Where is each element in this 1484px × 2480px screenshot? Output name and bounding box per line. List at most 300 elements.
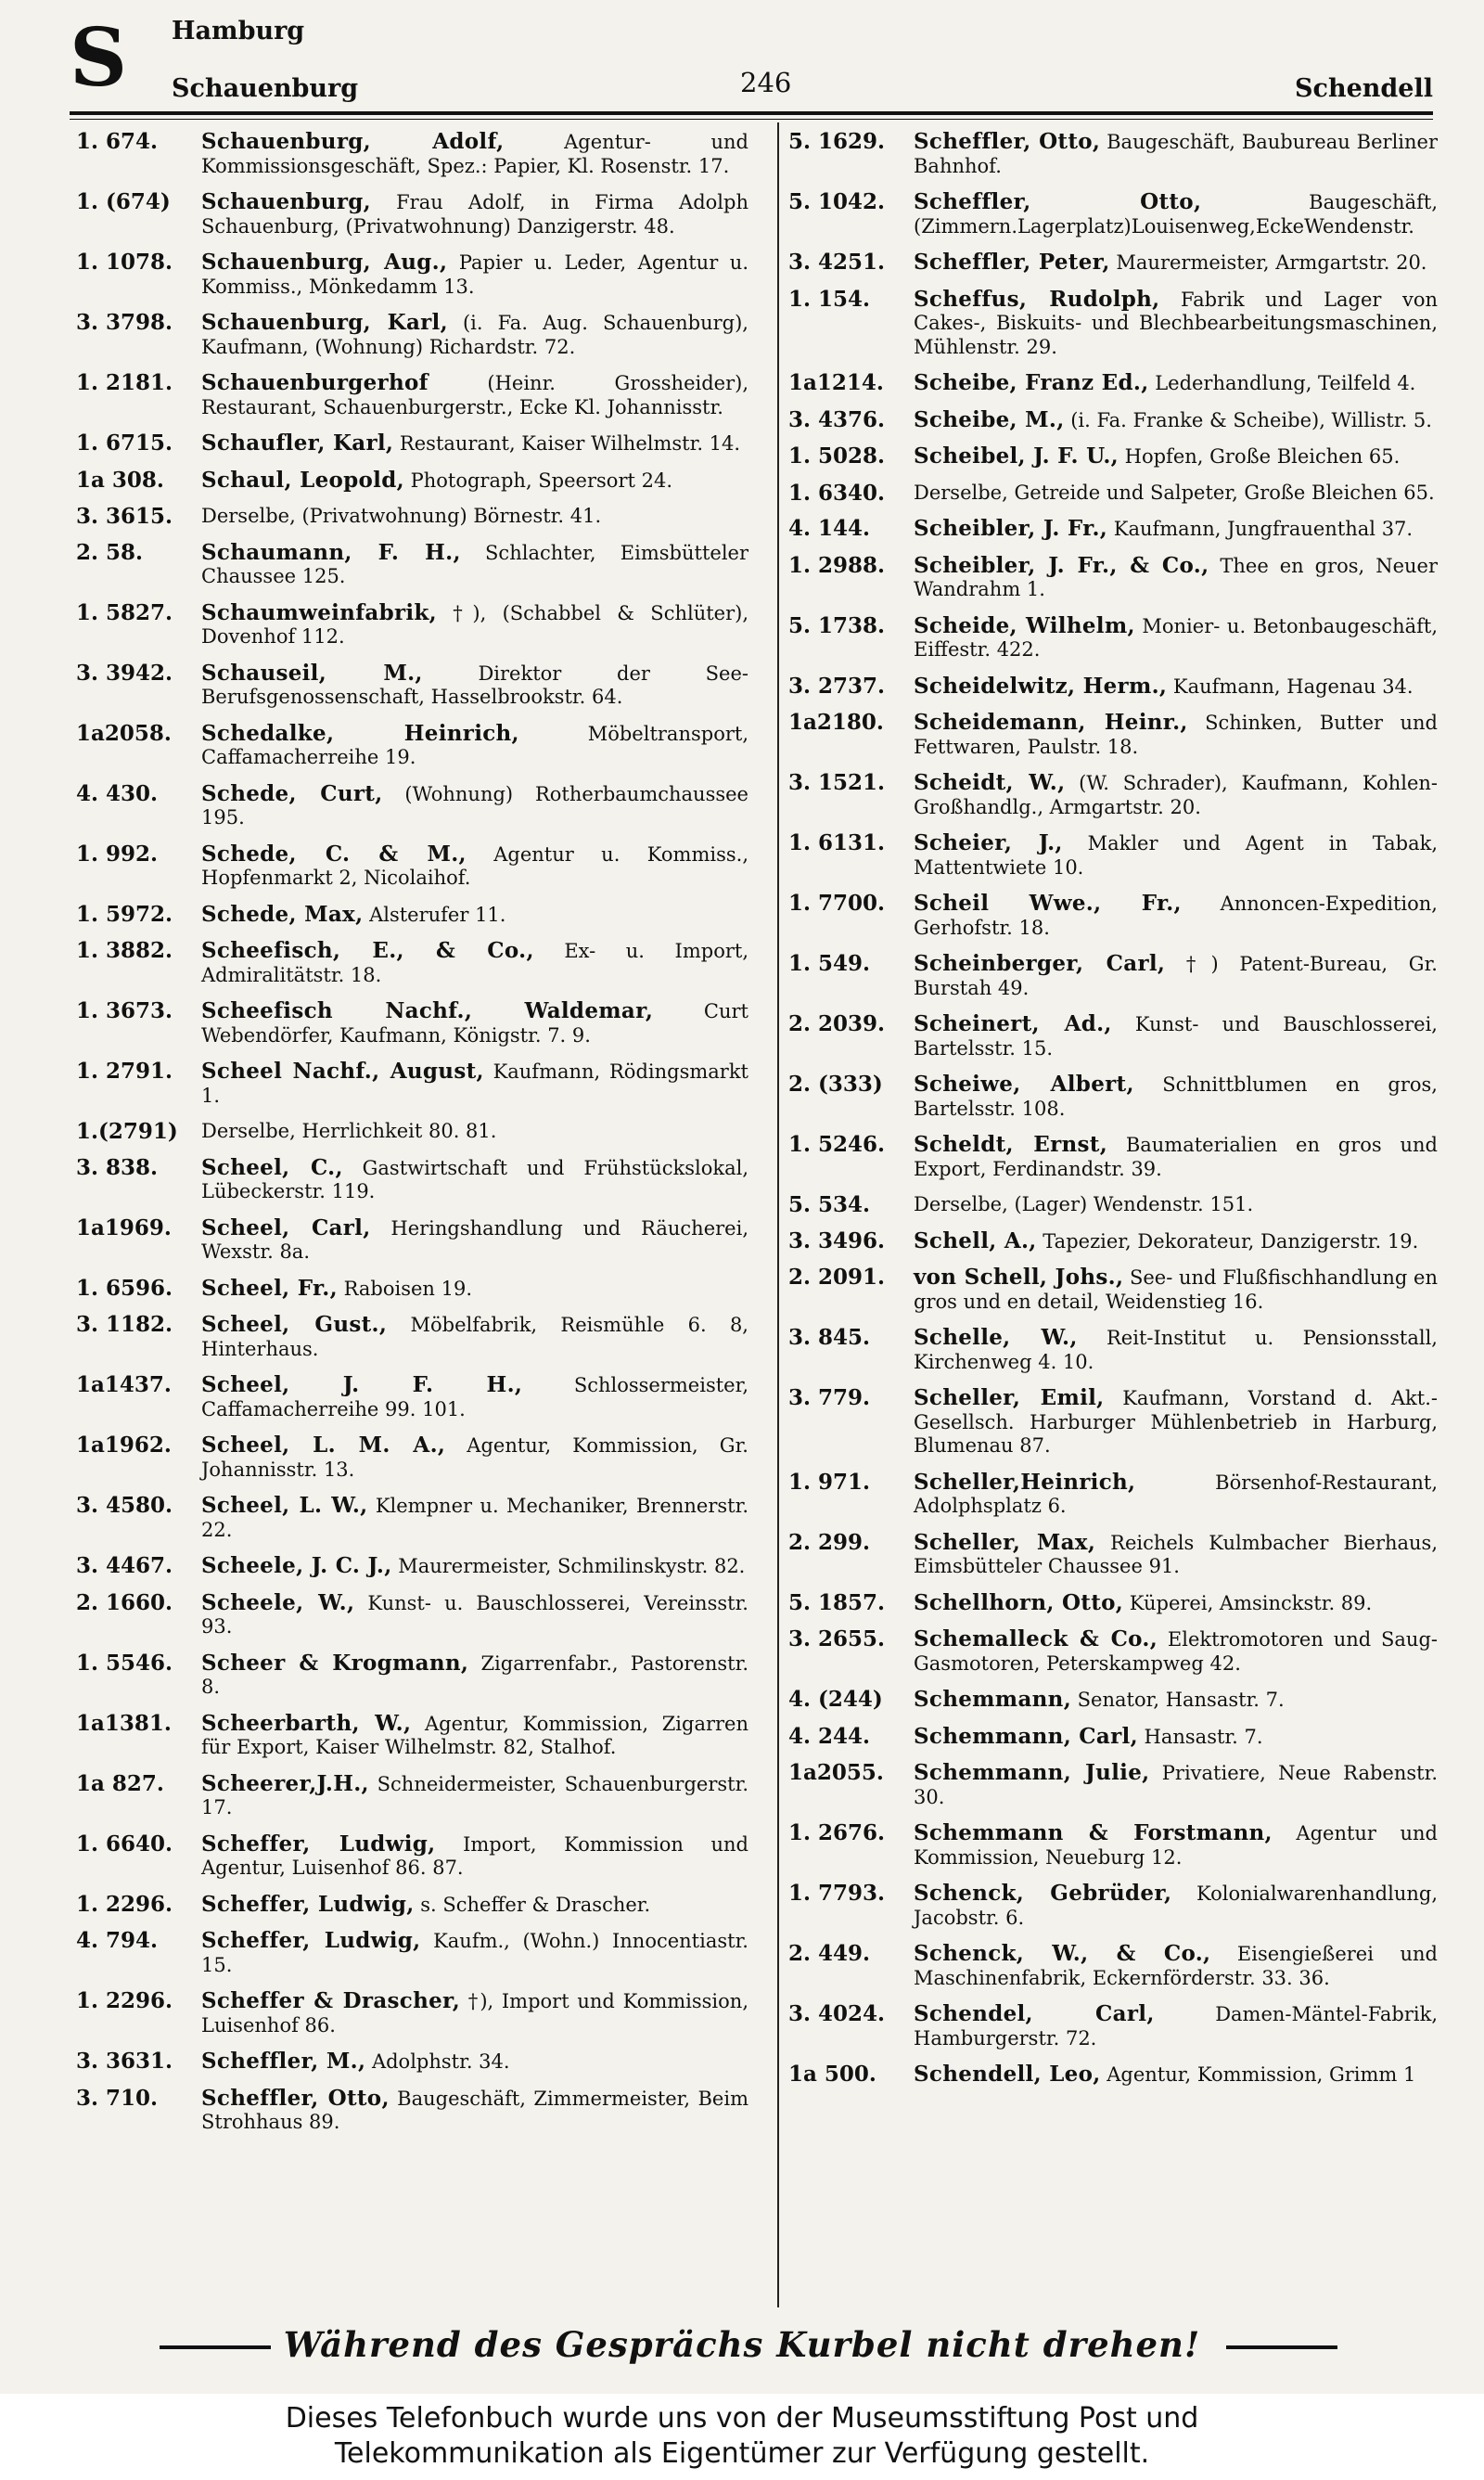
- directory-entry: [788, 1761, 1438, 1809]
- directory-entry: [788, 517, 1438, 542]
- subscriber-name: Scheerer,J.H.,: [201, 1770, 369, 1796]
- subscriber-name: Schauseil, M.,: [201, 660, 423, 686]
- directory-entry: [76, 1156, 748, 1204]
- entry-details: Kaufm., (Wohn.) Innocentiastr. 15.: [201, 1930, 748, 1976]
- subscriber-name: von Schell, Johs.,: [914, 1265, 1124, 1290]
- entry-details: Reit-Institut u. Pensionsstall, Kirchenweg 4. 10.: [914, 1327, 1438, 1373]
- right-column: [788, 130, 1438, 2100]
- subscriber-name: Scheffler, Peter,: [914, 250, 1110, 275]
- subscriber-name: Scheller, Max,: [914, 1529, 1096, 1555]
- subscriber-name: Schaul, Leopold,: [201, 467, 404, 493]
- entry-details: Damen-Mäntel-Fabrik, Hamburgerstr. 72.: [914, 2003, 1438, 2050]
- entry-details: Möbeltransport, Caffamacherreihe 19.: [201, 722, 748, 768]
- subscriber-name: Schaufler, Karl,: [201, 430, 394, 456]
- header-last-entry-left: Schauenburg: [172, 74, 359, 103]
- entry-details: Agentur und Kommission, Neueburg 12.: [914, 1822, 1438, 1869]
- entry-details: Privatiere, Neue Rabenstr. 30.: [914, 1762, 1438, 1808]
- entry-details: See- und Flußfischhandlung en gros und en detail, Weidenstieg 16.: [914, 1266, 1438, 1313]
- exchange-number: 3. 4580.: [76, 1493, 173, 1518]
- subscriber-name: Schenck, Gebrüder,: [914, 1881, 1172, 1906]
- provenance-caption: [0, 2394, 1484, 2480]
- exchange-number: 1. 6340.: [788, 480, 886, 506]
- directory-entry: [788, 1591, 1438, 1616]
- subscriber-name: Scheerbarth, W.,: [201, 1710, 412, 1736]
- directory-entry: [788, 1012, 1438, 1060]
- exchange-number: 1. 549.: [788, 951, 871, 976]
- subscriber-name: Scheffler, Otto,: [914, 189, 1202, 214]
- exchange-number: 1. 3882.: [76, 938, 173, 963]
- subscriber-name: Schedalke, Heinrich,: [201, 720, 519, 746]
- directory-entry: [76, 1120, 748, 1144]
- exchange-number: 3. 779.: [788, 1385, 871, 1410]
- subscriber-name: Scheel, J. F. H.,: [201, 1372, 523, 1397]
- subscriber-name: Schauenburgerhof: [201, 370, 429, 395]
- exchange-number: 1a2058.: [76, 720, 172, 746]
- subscriber-name: Schede, C. & M.,: [201, 841, 467, 867]
- entry-details: Agentur, Kommission, Gr. Johannisstr. 13.: [201, 1434, 748, 1481]
- exchange-number: 1. 2296.: [76, 1988, 173, 2013]
- exchange-number: 3. 3496.: [788, 1227, 886, 1253]
- directory-entry: [788, 2062, 1438, 2088]
- directory-entry: [788, 482, 1438, 506]
- exchange-number: 3. 3631.: [76, 2049, 173, 2074]
- entry-details: Klempner u. Mechaniker, Brennerstr. 22.: [201, 1495, 748, 1541]
- directory-entry: [76, 939, 748, 987]
- exchange-number: 3. 3798.: [76, 310, 173, 335]
- directory-entry: [76, 190, 748, 238]
- subscriber-name: Schauenburg, Karl,: [201, 310, 448, 335]
- directory-entry: [76, 371, 748, 419]
- exchange-number: 4. 794.: [76, 1928, 159, 1953]
- entry-details: Möbelfabrik, Reismühle 6. 8, Hinterhaus.: [201, 1314, 748, 1360]
- entry-details: Photograph, Speersort 24.: [403, 469, 672, 492]
- subscriber-name: Schede, Curt,: [201, 780, 383, 806]
- subscriber-name: Scheel, Gust.,: [201, 1312, 388, 1337]
- entry-details: Thee en gros, Neuer Wandrahm 1.: [914, 554, 1438, 600]
- entry-details: Kaufmann, Rödingsmarkt 1.: [201, 1060, 748, 1107]
- subscriber-name: Scheidelwitz, Herm.,: [914, 673, 1168, 699]
- entry-details: Alsterufer 11.: [363, 903, 506, 926]
- subscriber-name: Scheel, L. M. A.,: [201, 1433, 446, 1458]
- entry-details: Kaufmann, Jungfrauenthal 37.: [1107, 518, 1414, 540]
- directory-entry: [788, 614, 1438, 662]
- subscriber-name: Scheide, Wilhelm,: [914, 612, 1135, 638]
- entry-details: s. Scheffer & Drascher.: [414, 1893, 651, 1916]
- exchange-number: 1a 827.: [76, 1770, 164, 1796]
- exchange-number: 3. 4467.: [76, 1553, 173, 1578]
- directory-entry: [76, 1554, 748, 1579]
- subscriber-name: Scheffus, Rudolph,: [914, 286, 1160, 312]
- exchange-number: 5. 1042.: [788, 189, 886, 214]
- exchange-number: 1. 5972.: [76, 901, 173, 927]
- subscriber-name: Scheibler, J. Fr.,: [914, 516, 1108, 541]
- entry-details: Direktor der See-Berufsgenossenschaft, Hasselbrookstr. 64.: [201, 662, 748, 708]
- directory-entry: [788, 444, 1438, 469]
- directory-entry: [76, 541, 748, 589]
- entry-details: Agentur u. Kommiss., Hopfenmarkt 2, Nicolaihof.: [201, 842, 748, 889]
- subscriber-name: Scheidt, W.,: [914, 770, 1066, 795]
- exchange-number: 3. 2655.: [788, 1626, 886, 1651]
- subscriber-name: Scheller, Emil,: [914, 1385, 1105, 1410]
- directory-entry: [76, 903, 748, 928]
- directory-entry: [788, 1531, 1438, 1579]
- directory-entry: [788, 771, 1438, 819]
- directory-entry: [76, 1313, 748, 1361]
- exchange-number: 1. 2296.: [76, 1891, 173, 1917]
- exchange-number: 5. 534.: [788, 1192, 871, 1217]
- header-first-entry: Hamburg: [172, 17, 305, 45]
- subscriber-name: Scheel, Carl,: [201, 1214, 371, 1240]
- directory-entry: [788, 1725, 1438, 1750]
- exchange-number: 1a 308.: [76, 467, 164, 493]
- entry-details: Baumaterialien en gros und Export, Ferdinandstr. 39.: [914, 1134, 1438, 1180]
- directory-entry: [76, 505, 748, 529]
- header-rule: [70, 111, 1433, 115]
- exchange-number: 1. 2181.: [76, 370, 173, 395]
- exchange-number: 3. 2737.: [788, 673, 886, 699]
- directory-entry: [76, 251, 748, 299]
- subscriber-name: Schauenburg,: [201, 189, 371, 214]
- subscriber-name: Scheffler, M.,: [201, 2049, 366, 2074]
- exchange-number: 1a2180.: [788, 710, 884, 735]
- subscriber-name: Schaumann, F. H.,: [201, 539, 461, 565]
- subscriber-name: Scheier, J.,: [914, 830, 1063, 855]
- exchange-number: 1a1214.: [788, 370, 884, 395]
- entry-details: Baugeschäft, Baubureau Berliner Bahnhof.: [914, 131, 1438, 177]
- directory-entry: [76, 1433, 748, 1482]
- entry-details: Elektromotoren und Saug-Gasmotoren, Peterskampweg 42.: [914, 1628, 1438, 1675]
- directory-entry: [788, 831, 1438, 880]
- subscriber-name: Schellhorn, Otto,: [914, 1589, 1124, 1615]
- subscriber-name: Scheiwe, Albert,: [914, 1072, 1134, 1097]
- entry-details: Baugeschäft, (Zimmern.Lagerplatz)Louisenweg,EckeWendenstr.: [914, 191, 1438, 238]
- subscriber-name: Scheel, C.,: [201, 1154, 343, 1180]
- entry-details: Curt Webendörfer, Kaufmann, Königstr. 7. 9.: [201, 1000, 749, 1047]
- directory-entry: [76, 662, 748, 710]
- subscriber-name: Scheinberger, Carl,: [914, 951, 1166, 976]
- entry-details: Fabrik und Lager von Cakes-, Biskuits- und Blechbearbeitungsmaschinen, Mühlenstr. 29.: [914, 288, 1438, 358]
- entry-details: Raboisen 19.: [337, 1277, 472, 1300]
- subscriber-name: Scheefisch, E., & Co.,: [201, 938, 534, 963]
- exchange-number: 1. 674.: [76, 129, 159, 154]
- exchange-number: 1a2055.: [788, 1760, 884, 1785]
- subscriber-name: Scheer & Krogmann,: [201, 1650, 469, 1676]
- entry-details: (W. Schrader), Kaufmann, Kohlen-Großhandlg., Armgartstr. 20.: [914, 772, 1438, 818]
- subscriber-name: Scheffer, Ludwig,: [201, 1891, 415, 1917]
- entry-details: †), Import und Kommission, Luisenhof 86.: [201, 1990, 748, 2037]
- exchange-number: 3. 1521.: [788, 770, 886, 795]
- entry-details: (i. Fa. Aug. Schauenburg), Kaufmann, (Wohnung) Richardstr. 72.: [201, 312, 748, 358]
- entry-details: Börsenhof-Restaurant, Adolphsplatz 6.: [914, 1471, 1438, 1517]
- directory-entry: [76, 1772, 748, 1820]
- directory-entry: [76, 469, 748, 494]
- entry-details: Agentur, Kommission, Zigarren für Export, Kaiser Wilhelmstr. 82, Stalhof.: [201, 1712, 748, 1758]
- directory-entry: [76, 130, 748, 178]
- directory-entry: [76, 1591, 748, 1639]
- exchange-number: 1. 1078.: [76, 250, 173, 275]
- entry-details: Tapezier, Dekorateur, Danzigerstr. 19.: [1036, 1229, 1419, 1253]
- subscriber-name: Schenck, W., & Co.,: [914, 1941, 1211, 1966]
- directory-entry: [76, 1494, 748, 1542]
- subscriber-name: Scheel Nachf., August,: [201, 1059, 484, 1084]
- entry-details: (Heinr. Grossheider), Restaurant, Schauenburgerstr., Ecke Kl. Johannisstr.: [201, 372, 748, 418]
- directory-entry: [76, 431, 748, 456]
- caption-line-1: Dieses Telefonbuch wurde uns von der Museumsstiftung Post und: [285, 2402, 1199, 2435]
- exchange-number: 1a1381.: [76, 1710, 172, 1736]
- subscriber-name: Scheidemann, Heinr.,: [914, 710, 1188, 735]
- subscriber-name: Schede, Max,: [201, 901, 364, 927]
- subscriber-name: Schemalleck & Co.,: [914, 1626, 1158, 1651]
- directory-entry: [76, 1989, 748, 2037]
- directory-entry: [788, 371, 1438, 396]
- exchange-number: 1. 6596.: [76, 1275, 173, 1301]
- exchange-number: 3. 845.: [788, 1325, 871, 1350]
- subscriber-name: Schell, A.,: [914, 1227, 1037, 1253]
- exchange-number: 1.(2791): [76, 1119, 178, 1144]
- exchange-number: 5. 1738.: [788, 612, 886, 638]
- exchange-number: 2. 449.: [788, 1941, 871, 1966]
- subscriber-name: Scheel, Fr.,: [201, 1275, 338, 1301]
- entry-details: Kunst- und Bauschlosserei, Bartelsstr. 15.: [914, 1013, 1438, 1060]
- subscriber-name: Schemmann & Forstmann,: [914, 1820, 1273, 1845]
- directory-entry: [76, 1832, 748, 1881]
- entry-details: Reichels Kulmbacher Bierhaus, Eimsbütteler Chaussee 91.: [914, 1531, 1438, 1577]
- caption-line-2: Telekommunikation als Eigentümer zur Verfügung gestellt.: [334, 2437, 1150, 2470]
- entry-details: Schneidermeister, Schauenburgerstr. 17.: [201, 1772, 748, 1818]
- subscriber-name: Scheibel, J. F. U.,: [914, 443, 1119, 469]
- entry-details: Derselbe, Herrlichkeit 80. 81.: [201, 1120, 497, 1142]
- directory-entry: [788, 1627, 1438, 1676]
- exchange-number: 4. 430.: [76, 780, 159, 806]
- directory-entry: [788, 1471, 1438, 1519]
- directory-entry: [788, 711, 1438, 759]
- directory-entry: [788, 2002, 1438, 2050]
- entry-details: Heringshandlung und Räucherei, Wexstr. 8a.: [201, 1216, 748, 1263]
- exchange-number: 1. 154.: [788, 286, 871, 312]
- exchange-number: 2. 2039.: [788, 1011, 886, 1036]
- directory-entry: [788, 1882, 1438, 1930]
- entry-details: Annoncen-Expedition, Gerhofstr. 18.: [914, 893, 1438, 939]
- entry-details: Zigarrenfabr., Pastorenstr. 8.: [201, 1651, 748, 1698]
- directory-entry: [788, 288, 1438, 360]
- directory-entry: [788, 130, 1438, 178]
- exchange-number: 3. 3942.: [76, 660, 173, 686]
- directory-entry: [788, 1326, 1438, 1374]
- subscriber-name: Schemmann, Julie,: [914, 1760, 1150, 1785]
- subscriber-name: Scheele, J. C. J.,: [201, 1553, 392, 1578]
- exchange-number: 1. 2791.: [76, 1059, 173, 1084]
- directory-entry: [76, 1929, 748, 1977]
- exchange-number: 1a1437.: [76, 1372, 172, 1397]
- directory-entry: [76, 1373, 748, 1421]
- exchange-number: 1. 6131.: [788, 830, 886, 855]
- directory-entry: [788, 1386, 1438, 1458]
- directory-entry: [76, 722, 748, 770]
- exchange-number: 5. 1857.: [788, 1589, 886, 1615]
- entry-details: †), (Schabbel & Schlüter), Dovenhof 112.: [201, 601, 748, 648]
- entry-details: Papier u. Leder, Agentur u. Kommiss., Mönkedamm 13.: [201, 251, 748, 298]
- subscriber-name: Scheele, W.,: [201, 1589, 355, 1615]
- entry-details: Kaufmann, Hagenau 34.: [1167, 675, 1414, 698]
- exchange-number: 2. 1660.: [76, 1589, 173, 1615]
- page-header: [0, 0, 1484, 121]
- subscriber-name: Schelle, W.,: [914, 1325, 1078, 1350]
- entry-details: †) Patent-Bureau, Gr. Burstah 49.: [914, 953, 1438, 999]
- directory-entry: [76, 842, 748, 891]
- exchange-number: 3. 1182.: [76, 1312, 173, 1337]
- exchange-number: 1. (674): [76, 189, 171, 214]
- entry-details: Restaurant, Kaiser Wilhelmstr. 14.: [393, 432, 741, 455]
- subscriber-name: Scheller,Heinrich,: [914, 1469, 1136, 1495]
- exchange-number: 4. 144.: [788, 516, 871, 541]
- entry-details: Schnittblumen en gros, Bartelsstr. 108.: [914, 1073, 1438, 1120]
- subscriber-name: Scheefisch Nachf., Waldemar,: [201, 998, 654, 1023]
- entry-details: Import, Kommission und Agentur, Luisenhof 86. 87.: [201, 1832, 748, 1879]
- subscriber-name: Scheel, L. W.,: [201, 1493, 368, 1518]
- directory-entry: [788, 408, 1438, 433]
- directory-entry: [788, 1821, 1438, 1870]
- subscriber-name: Schendel, Carl,: [914, 2001, 1155, 2026]
- directory-entry: [76, 1893, 748, 1918]
- subscriber-name: Scheibe, M.,: [914, 406, 1065, 432]
- exchange-number: 5. 1629.: [788, 129, 886, 154]
- directory-entry: [76, 999, 748, 1047]
- exchange-number: 3. 4251.: [788, 250, 886, 275]
- entry-details: Frau Adolf, in Firma Adolph Schauenburg, (Privatwohnung) Danzigerstr. 48.: [201, 191, 748, 238]
- exchange-number: 1. 7793.: [788, 1881, 886, 1906]
- directory-entry: [788, 190, 1438, 238]
- subscriber-name: Scheinert, Ad.,: [914, 1011, 1112, 1036]
- exchange-number: 3. 710.: [76, 2085, 159, 2111]
- subscriber-name: Scheibe, Franz Ed.,: [914, 370, 1149, 395]
- entry-details: Hopfen, Große Bleichen 65.: [1118, 445, 1401, 468]
- directory-entry: [76, 1060, 748, 1108]
- entry-details: Kunst- u. Bauschlosserei, Vereinsstr. 93.: [201, 1591, 748, 1638]
- subscriber-name: Schaumweinfabrik,: [201, 599, 437, 625]
- exchange-number: 3. 4376.: [788, 406, 886, 432]
- entry-details: (Wohnung) Rotherbaumchaussee 195.: [201, 782, 748, 829]
- directory-entry: [788, 1073, 1438, 1121]
- entry-details: Baugeschäft, Zimmermeister, Beim Strohhaus 89.: [201, 2087, 748, 2133]
- exchange-number: 1. 5546.: [76, 1650, 173, 1676]
- entry-details: Monier- u. Betonbaugeschäft, Eiffestr. 422.: [914, 614, 1438, 661]
- directory-entry: [76, 1651, 748, 1700]
- exchange-number: 1. 5028.: [788, 443, 886, 469]
- exchange-number: 1a 500.: [788, 2062, 876, 2087]
- left-column: [76, 130, 748, 2147]
- entry-details: Lederhandlung, Teilfeld 4.: [1148, 372, 1416, 394]
- section-letter: S: [70, 11, 128, 105]
- directory-entry: [788, 675, 1438, 700]
- directory-entry: [788, 1942, 1438, 1990]
- directory-entry: [76, 2050, 748, 2075]
- directory-entry: [788, 1193, 1438, 1217]
- exchange-number: 1. 2988.: [788, 552, 886, 578]
- exchange-number: 2. 2091.: [788, 1265, 886, 1290]
- directory-entry: [788, 251, 1438, 276]
- entry-details: Eisengießerei und Maschinenfabrik, Eckernförderstr. 33. 36.: [914, 1943, 1439, 1989]
- entry-details: Kaufmann, Vorstand d. Akt.-Gesellsch. Harburger Mühlenbetrieb in Harburg, Blumenau 87.: [914, 1387, 1438, 1457]
- entry-details: Schlossermeister, Caffamacherreihe 99. 101.: [201, 1374, 748, 1420]
- subscriber-name: Schauenburg, Adolf,: [201, 129, 505, 154]
- exchange-number: 4. (244): [788, 1687, 883, 1712]
- subscriber-name: Scheffler, Otto,: [201, 2085, 390, 2111]
- entry-details: Schinken, Butter und Fettwaren, Paulstr. 18.: [914, 712, 1438, 758]
- directory-entry: [788, 952, 1438, 1000]
- footer-rule-right: [1226, 2345, 1337, 2349]
- subscriber-name: Scheffer, Ludwig,: [201, 1831, 436, 1857]
- entry-details: Adolphstr. 34.: [365, 2050, 510, 2073]
- directory-entry: [76, 1277, 748, 1302]
- exchange-number: 1. 5246.: [788, 1132, 886, 1157]
- exchange-number: 1. 7700.: [788, 891, 886, 916]
- exchange-number: 2. 299.: [788, 1529, 871, 1555]
- exchange-number: 1. 992.: [76, 841, 159, 867]
- directory-entry: [76, 1712, 748, 1760]
- subscriber-name: Schauenburg, Aug.,: [201, 250, 448, 275]
- directory-entry: [788, 1266, 1438, 1314]
- subscriber-name: Scheffer & Drascher,: [201, 1988, 461, 2013]
- exchange-number: 1. 5827.: [76, 599, 173, 625]
- exchange-number: 1. 3673.: [76, 998, 173, 1023]
- entry-details: Senator, Hansastr. 7.: [1071, 1689, 1285, 1711]
- entry-details: (i. Fa. Franke & Scheibe), Willistr. 5.: [1064, 408, 1432, 431]
- entry-details: Ex- u. Import, Admiralitätstr. 18.: [201, 940, 748, 986]
- exchange-number: 1. 6715.: [76, 430, 173, 456]
- page-number: 246: [740, 67, 792, 98]
- footer-notice: Während des Gesprächs Kurbel nicht drehen!: [283, 2324, 1201, 2365]
- directory-entry: [788, 554, 1438, 602]
- entry-details: Maurermeister, Schmilinskystr. 82.: [391, 1555, 746, 1577]
- directory-entry: [788, 1688, 1438, 1713]
- directory-entry: [788, 1133, 1438, 1181]
- entry-details: Makler und Agent in Tabak, Mattentwiete 10.: [914, 832, 1438, 879]
- directory-entry: [76, 601, 748, 649]
- exchange-number: 1. 6640.: [76, 1831, 173, 1857]
- directory-entry: [76, 311, 748, 359]
- subscriber-name: Scheldt, Ernst,: [914, 1132, 1108, 1157]
- exchange-number: 2. 58.: [76, 539, 144, 565]
- exchange-number: 2. (333): [788, 1072, 883, 1097]
- exchange-number: 3. 4024.: [788, 2001, 886, 2026]
- exchange-number: 3. 838.: [76, 1154, 159, 1180]
- exchange-number: 1a1962.: [76, 1433, 172, 1458]
- directory-entry: [788, 892, 1438, 940]
- exchange-number: 3. 3615.: [76, 504, 173, 529]
- subscriber-name: Schendell, Leo,: [914, 2062, 1101, 2087]
- entry-details: Derselbe, (Privatwohnung) Börnestr. 41.: [201, 505, 602, 527]
- directory-entry: [76, 782, 748, 830]
- exchange-number: 1a1969.: [76, 1214, 172, 1240]
- exchange-number: 1. 2676.: [788, 1820, 886, 1845]
- column-divider: [777, 122, 779, 2307]
- entry-details: Hansastr. 7.: [1137, 1725, 1263, 1748]
- entry-details: Derselbe, Getreide und Salpeter, Große Bleichen 65.: [914, 481, 1435, 504]
- entry-details: Maurermeister, Armgartstr. 20.: [1109, 251, 1427, 274]
- entry-details: Agentur, Kommission, Grimm 1: [1100, 2063, 1416, 2086]
- directory-entry: [788, 1229, 1438, 1254]
- header-last-entry-right: Schendell: [1295, 74, 1433, 103]
- entry-details: Derselbe, (Lager) Wendenstr. 151.: [914, 1193, 1254, 1215]
- directory-entry: [76, 2087, 748, 2135]
- subscriber-name: Schemmann, Carl,: [914, 1723, 1138, 1749]
- subscriber-name: Scheil Wwe., Fr.,: [914, 891, 1182, 916]
- entry-details: Küperei, Amsinckstr. 89.: [1123, 1591, 1373, 1614]
- entry-details: Gastwirtschaft und Frühstückslokal, Lübeckerstr. 119.: [201, 1156, 748, 1202]
- header-rule-thin: [70, 119, 1433, 120]
- entry-details: Kolonialwarenhandlung, Jacobstr. 6.: [914, 1882, 1438, 1929]
- exchange-number: 1. 971.: [788, 1469, 871, 1495]
